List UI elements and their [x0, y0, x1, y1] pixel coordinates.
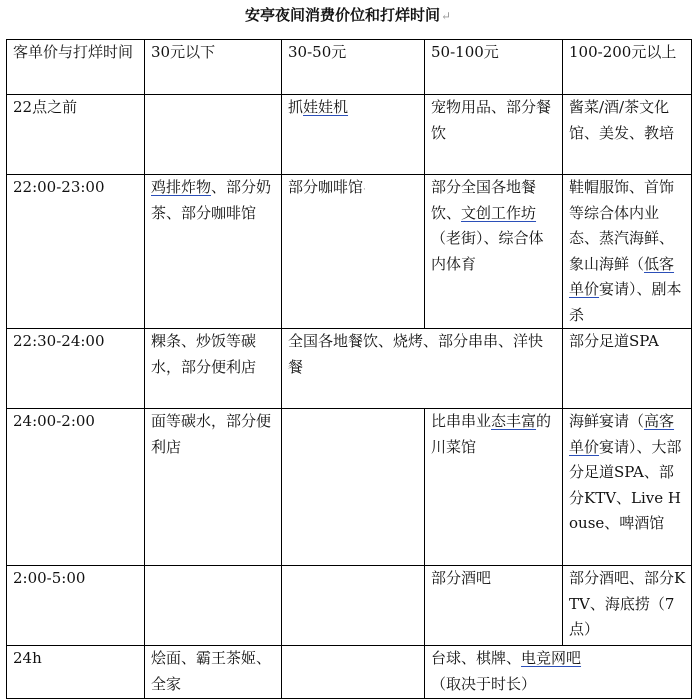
table-cell — [282, 566, 425, 646]
row-time: 22点之前 — [7, 95, 145, 175]
table-cell: 部分全国各地餐饮、文创工作坊（老街）、综合体内体育 — [425, 175, 563, 329]
table-header-row — [7, 40, 692, 95]
table-row — [7, 175, 692, 329]
stray-mark: · — [363, 185, 366, 195]
table-cell: 烩面、霸王茶姬、全家 — [145, 646, 282, 699]
header-50-100: 50-100元 — [425, 40, 563, 95]
header-100-200: 100-200元以上 — [563, 40, 692, 95]
table-row — [7, 409, 692, 566]
table-cell — [282, 409, 425, 566]
table-cell: 粿条、炒饭等碳水，部分便利店 — [145, 329, 282, 409]
row-time: 24:00-2:00 — [7, 409, 145, 566]
table-row — [7, 95, 692, 175]
underlined-term: 鸡排炸物 — [151, 178, 212, 196]
underlined-term: 电竞网吧 — [521, 649, 582, 667]
table-cell — [282, 646, 425, 699]
row-time: 22:30-24:00 — [7, 329, 145, 409]
header-time: 客单价与打烊时间 — [7, 40, 145, 95]
row-time: 22:00-23:00 — [7, 175, 145, 329]
row-time: 2:00-5:00 — [7, 566, 145, 646]
header-30-50: 30-50元 — [282, 40, 425, 95]
table-cell: 部分酒吧 — [425, 566, 563, 646]
table-cell: 鸡排炸物、部分奶茶、部分咖啡馆 — [145, 175, 282, 329]
table-cell: 鞋帽服饰、首饰等综合体内业态、蒸汽海鲜、象山海鲜（低客单价宴请）、剧本杀 — [563, 175, 692, 329]
table-row — [7, 566, 692, 646]
table-cell: 台球、棋牌、电竞网吧（取决于时长） — [425, 646, 692, 699]
table-cell: 面等碳水，部分便利店 — [145, 409, 282, 566]
table-cell — [145, 566, 282, 646]
underlined-term: 文创工作坊 — [461, 203, 537, 222]
title-text: 安亭夜间消费价位和打烊时间 — [244, 6, 440, 24]
table-cell: 宠物用品、部分餐饮 — [425, 95, 563, 175]
underlined-term: 娃娃机 — [303, 98, 349, 116]
underlined-term: 态丰富 — [491, 412, 537, 430]
price-hours-table — [6, 39, 692, 699]
table-cell: 酱菜/酒/茶文化馆、美发、教培 — [563, 95, 692, 175]
table-cell: 部分咖啡馆· — [282, 175, 425, 329]
table-row — [7, 329, 692, 409]
table-cell — [145, 95, 282, 175]
row-time: 24h — [7, 646, 145, 699]
underlined-term: 低客单价 — [569, 254, 675, 298]
table-cell: 比串串业态丰富的川菜馆 — [425, 409, 563, 566]
table-cell: 抓娃娃机 — [282, 95, 425, 175]
document-title — [0, 4, 696, 27]
table-cell: 部分酒吧、部分KTV、海底捞（7点） — [563, 566, 692, 646]
table-cell: 部分足道SPA — [563, 329, 692, 409]
paragraph-mark-icon: ↵ — [440, 9, 452, 23]
header-under-30: 30元以下 — [145, 40, 282, 95]
underlined-term: 高客单价 — [569, 412, 675, 456]
table-cell: 全国各地餐饮、烧烤、部分串串、洋快餐 — [282, 329, 563, 409]
table-row — [7, 646, 692, 699]
table-cell: 海鲜宴请（高客单价宴请）、大部分足道SPA、部分KTV、Live House、啤酒馆 — [563, 409, 692, 566]
